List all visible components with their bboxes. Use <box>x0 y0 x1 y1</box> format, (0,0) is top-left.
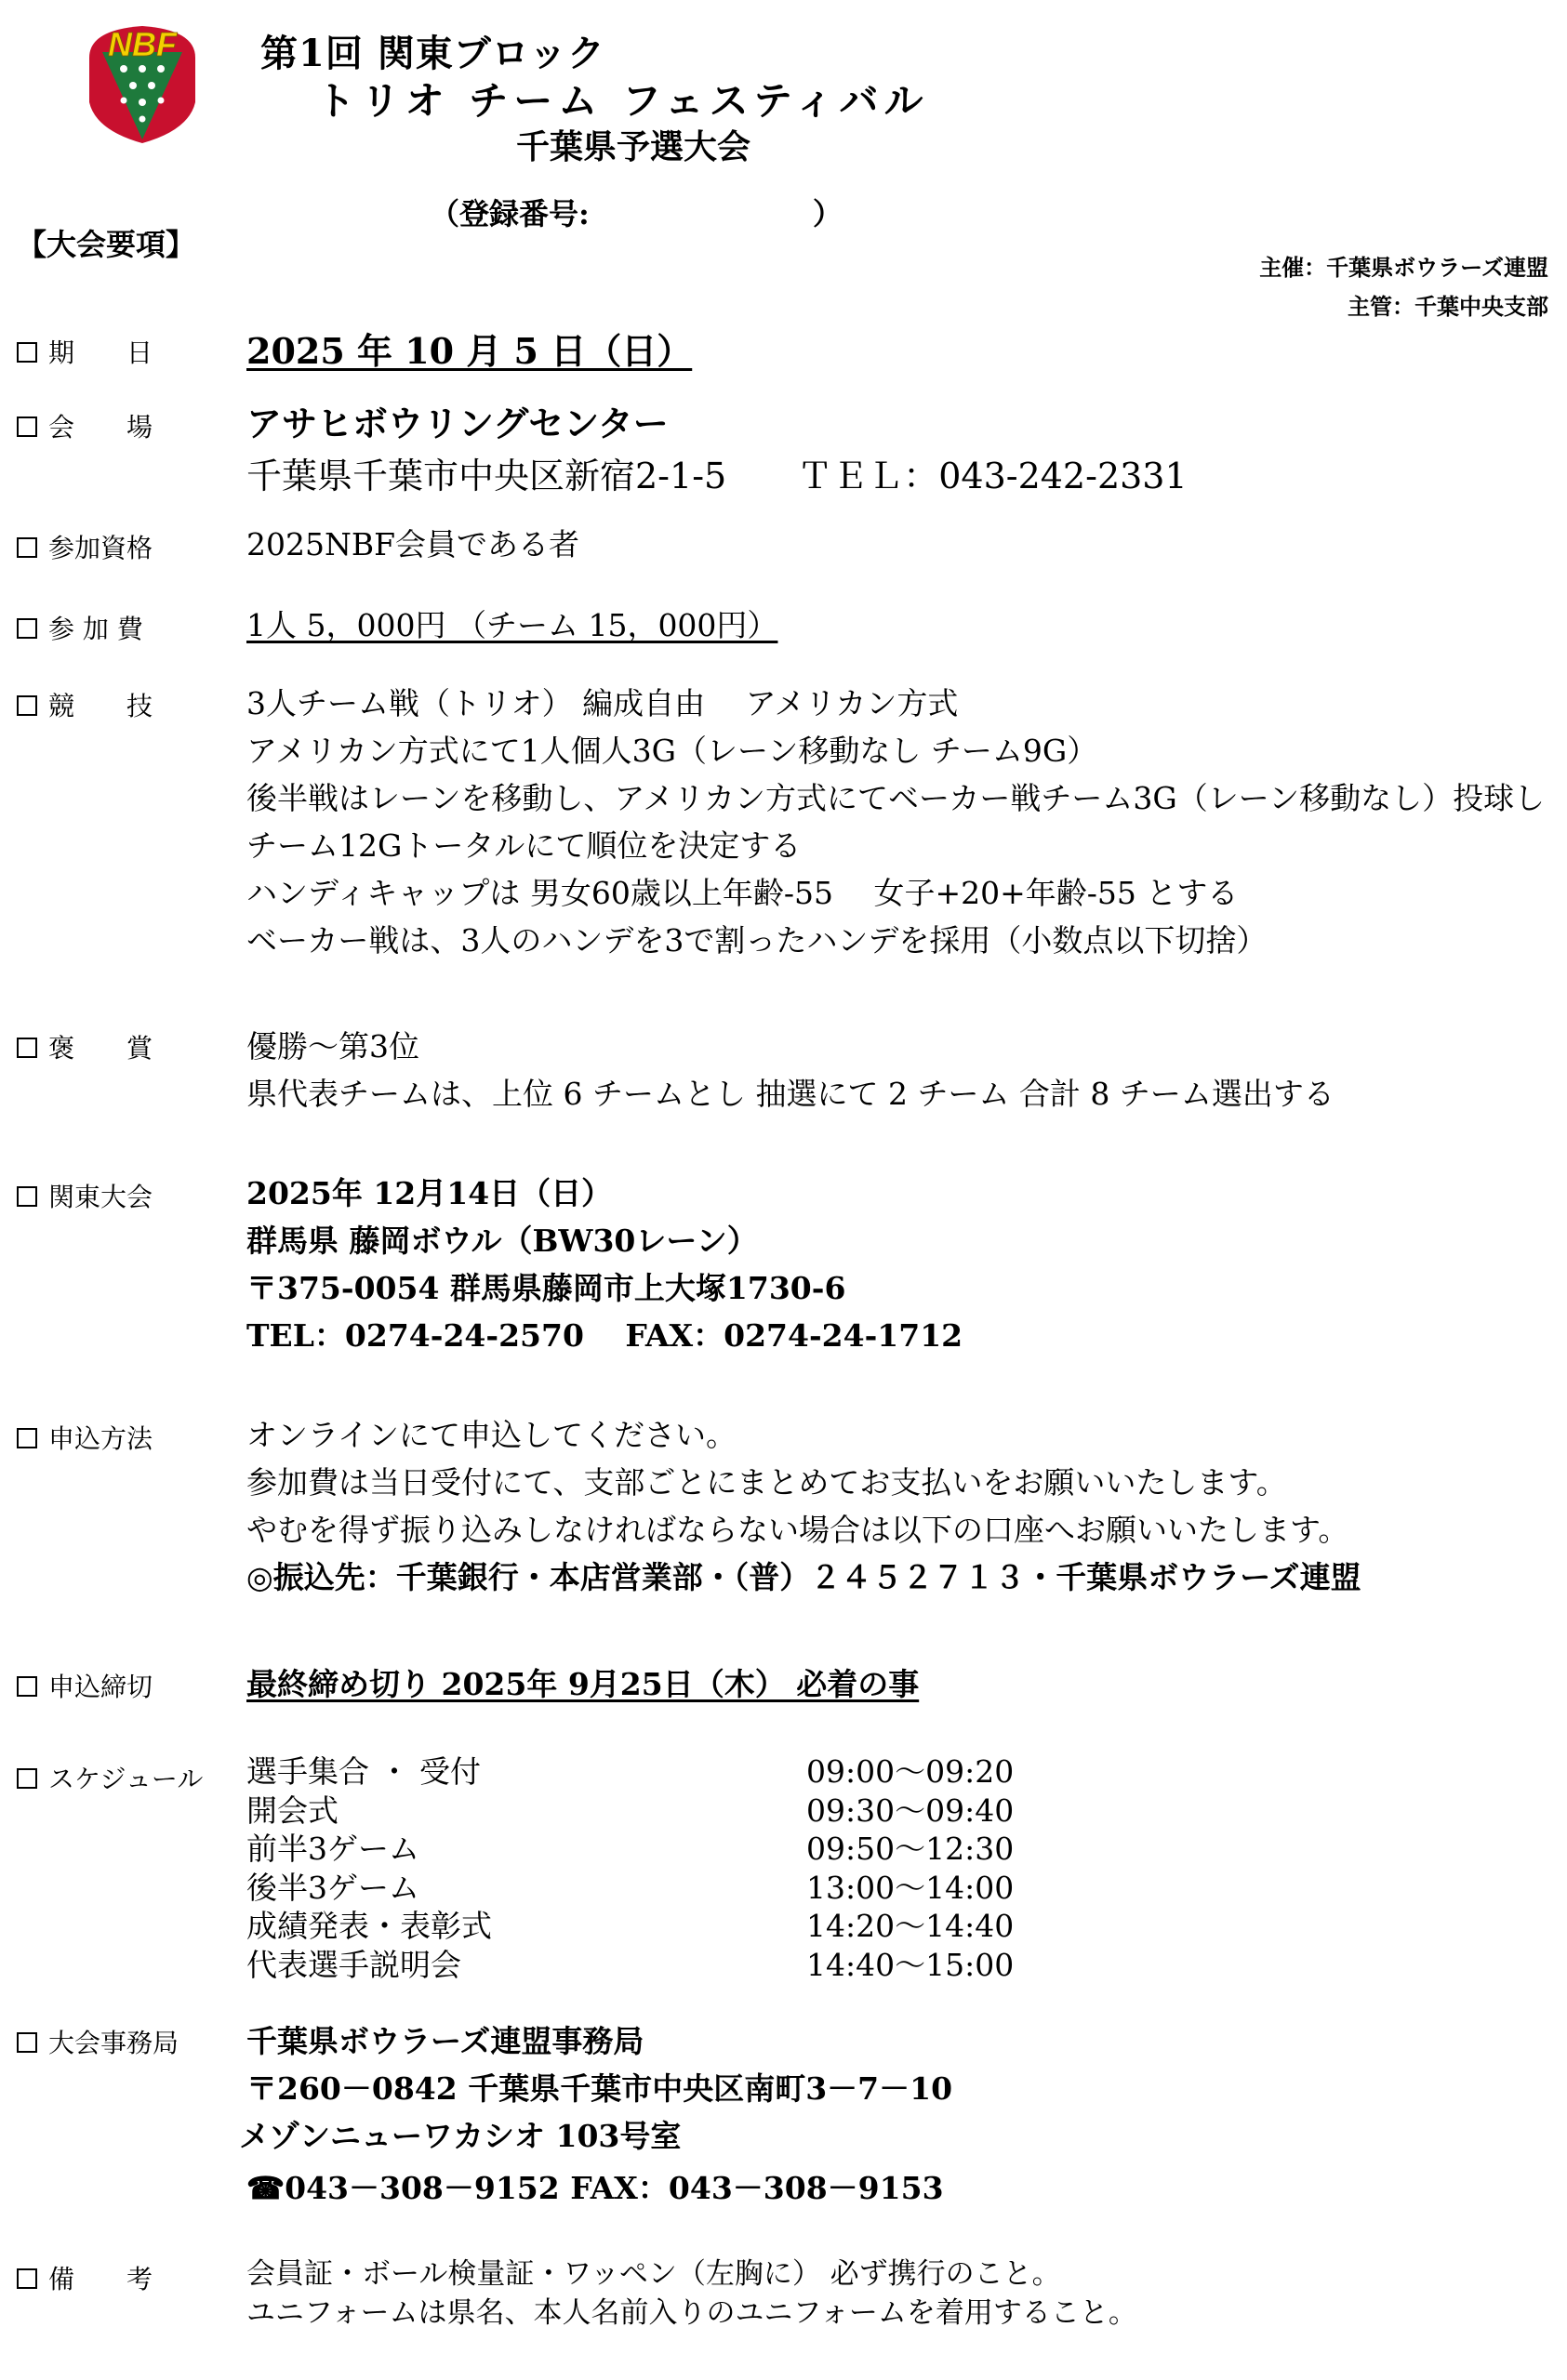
deadline-value: 最終締め切り 2025年 9月25日（木） 必着の事 <box>246 1666 920 1702</box>
competition-line: ハンディキャップは 男女60歳以上年齢-55 女子+20+年齢-55 とする <box>246 875 1239 911</box>
checkbox-icon <box>17 342 37 363</box>
competition-line: ベーカー戦は、3人のハンデを3で割ったハンデを採用（小数点以下切捨） <box>246 922 1268 959</box>
awards-line: 県代表チームは、上位 6 チームとし 抽選にて 2 チーム 合計 8 チーム選出する <box>246 1076 1335 1112</box>
checkbox-icon <box>17 1768 37 1789</box>
schedule-row: 成績発表・表彰式 14:20～14:40 <box>246 1908 1015 1944</box>
checkbox-icon <box>17 2268 37 2289</box>
schedule-row: 前半3ゲーム 09:50～12:30 <box>246 1831 1015 1867</box>
logo-text: NBF <box>108 25 177 63</box>
checkbox-icon <box>17 416 37 437</box>
office-line: 〒260－0842 千葉県千葉市中央区南町3－7－10 <box>246 2070 953 2107</box>
title-line-3: 千葉県予選大会 <box>516 127 751 166</box>
bank-transfer-line: ◎振込先：千葉銀行・本店営業部・（普）２４５２７１３・千葉県ボウラーズ連盟 <box>246 1559 1361 1595</box>
office-line: メゾンニューワカシオ 103号室 <box>239 2118 682 2154</box>
manager: 主管：千葉中央支部 <box>1348 293 1548 320</box>
eligibility-value: 2025NBF会員である者 <box>246 526 580 562</box>
notes-line: ユニフォームは県名、本人名前入りのユニフォームを着用すること。 <box>246 2296 1137 2330</box>
title-line-2: トリオ チーム フェスティバル <box>316 78 929 124</box>
registration-label: （登録番号: <box>430 196 590 231</box>
competition-line: 後半戦はレーンを移動し、アメリカン方式にてベーカー戦チーム3G（レーン移動なし）投球し <box>246 780 1546 816</box>
checkbox-icon <box>17 537 37 558</box>
notes-block <box>246 2254 1137 2333</box>
venue-name: アサヒボウリングセンター <box>246 403 669 444</box>
office-block <box>239 2017 953 2212</box>
title-line-1: 第1回 関東ブロック <box>260 32 605 75</box>
venue-block <box>246 398 1188 502</box>
label-awards: 褒 賞 <box>17 1028 153 1065</box>
label-date: 期 日 <box>17 333 153 370</box>
label-deadline: 申込締切 <box>17 1667 153 1704</box>
registration-number <box>430 191 843 233</box>
schedule-row: 開会式 09:30～09:40 <box>246 1792 1015 1829</box>
kanto-line: TEL：0274-24-2570 FAX：0274-24-1712 <box>246 1317 963 1354</box>
application-line: オンラインにて申込してください。 <box>246 1417 737 1453</box>
office-line: 千葉県ボウラーズ連盟事務局 <box>246 2023 644 2059</box>
label-fee: 参 加 費 <box>17 609 143 646</box>
label-venue: 会 場 <box>17 407 153 444</box>
schedule-row: 後半3ゲーム 13:00～14:00 <box>246 1869 1015 1906</box>
schedule-table <box>246 1752 1014 1984</box>
label-notes: 備 考 <box>17 2259 153 2296</box>
competition-line: 3人チーム戦（トリオ） 編成自由 アメリカン方式 <box>246 685 959 721</box>
fee-value: 1人 5，000円 （チーム 15，000円） <box>246 607 778 643</box>
label-application: 申込方法 <box>17 1419 153 1456</box>
application-line: やむを得ず振り込みしなければならない場合は以下の口座へお願いいたします。 <box>246 1512 1349 1548</box>
checkbox-icon <box>17 618 37 639</box>
kanto-line: 〒375-0054 群馬県藤岡市上大塚1730-6 <box>246 1270 846 1306</box>
checkbox-icon <box>17 1186 37 1207</box>
schedule-row: 代表選手説明会 14:40～15:00 <box>246 1946 1015 1983</box>
awards-line: 優勝～第3位 <box>246 1028 419 1064</box>
checkbox-icon <box>17 695 37 716</box>
label-office: 大会事務局 <box>17 2023 179 2060</box>
competition-line: アメリカン方式にて1人個人3G（レーン移動なし チーム9G） <box>246 733 1098 769</box>
label-schedule: スケジュール <box>17 1759 203 1796</box>
nbf-logo <box>82 20 203 146</box>
checkbox-icon <box>17 1428 37 1448</box>
application-line: 参加費は当日受付にて、支部ごとにまとめてお支払いをお願いいたします。 <box>246 1464 1287 1501</box>
label-eligibility: 参加資格 <box>17 528 153 565</box>
checkbox-icon <box>17 1038 37 1058</box>
section-title: 【大会要項】 <box>17 227 196 262</box>
checkbox-icon <box>17 1676 37 1697</box>
label-kanto: 関東大会 <box>17 1177 153 1214</box>
label-competition: 競 技 <box>17 686 153 723</box>
application-block <box>246 1411 1361 1601</box>
notes-line: 会員証・ボール検量証・ワッペン（左胸に） 必ず携行のこと。 <box>246 2257 1061 2291</box>
competition-line: チーム12Gトータルにて順位を決定する <box>246 827 802 864</box>
registration-close: ） <box>812 196 843 231</box>
schedule-row: 選手集合 ・ 受付 09:00～09:20 <box>246 1753 1015 1790</box>
kanto-line: 2025年 12月14日（日） <box>246 1175 613 1211</box>
checkbox-icon <box>17 2032 37 2053</box>
competition-block <box>246 680 1545 964</box>
kanto-line: 群馬県 藤岡ボウル（BW30レーン） <box>246 1223 758 1259</box>
date-value: 2025 年 10 月 5 日（日） <box>246 330 693 372</box>
kanto-block <box>246 1170 963 1359</box>
venue-address: 千葉県千葉市中央区新宿2-1-5 ＴＥＬ：043-242-2331 <box>246 456 1188 496</box>
organizer: 主催：千葉県ボウラーズ連盟 <box>1259 254 1548 281</box>
office-phone-line: ☎043－308－9152 FAX：043－308－9153 <box>246 2170 944 2206</box>
awards-block <box>246 1023 1335 1117</box>
